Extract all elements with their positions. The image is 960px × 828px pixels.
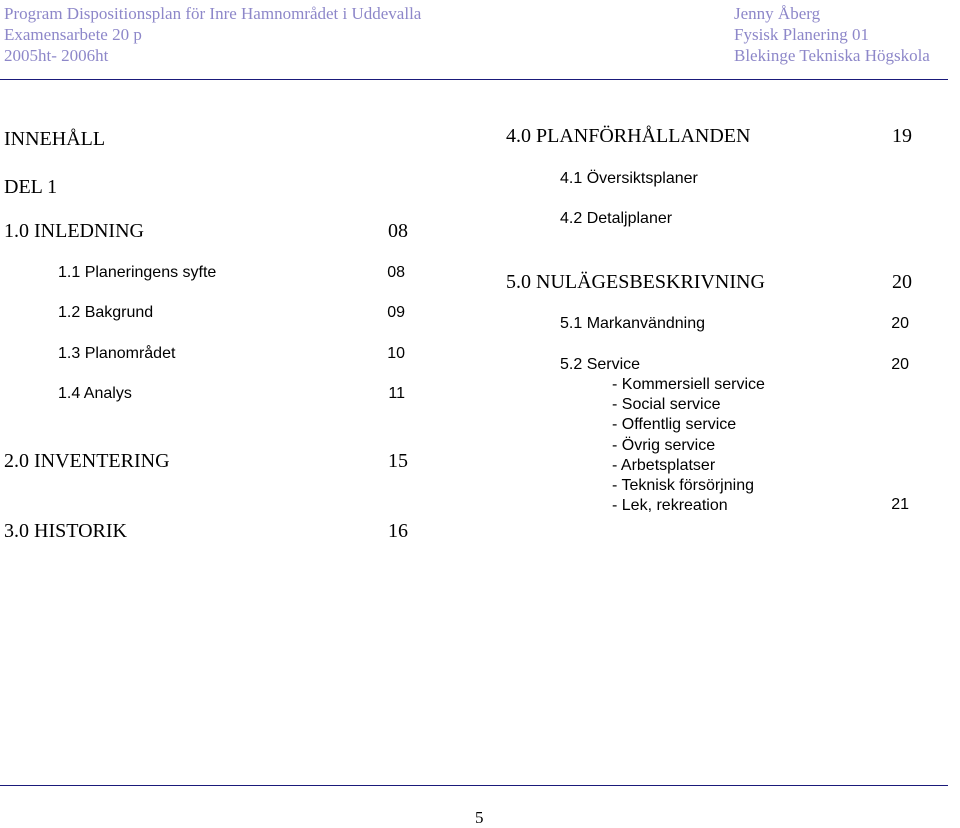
toc-entry-label: 5.1 Markanvändning <box>560 315 705 332</box>
toc-entry-label: 5.0 NULÄGESBESKRIVNING <box>506 271 765 293</box>
toc-entry-page: 20 <box>891 356 909 373</box>
header-term: 2005ht- 2006ht <box>4 46 109 65</box>
toc-entry-page: 15 <box>388 450 408 472</box>
toc-entry-page: 10 <box>387 345 405 362</box>
toc-title: INNEHÅLL <box>4 128 106 150</box>
header-course: Examensarbete 20 p <box>4 25 142 44</box>
toc-entry-page: 16 <box>388 520 408 542</box>
toc-entry-page: 19 <box>892 125 912 147</box>
toc-entry-label: 5.2 Service <box>560 356 641 373</box>
toc-entry-page: 09 <box>387 304 405 321</box>
footer-rule <box>0 785 948 786</box>
toc-entry-label: 2.0 INVENTERING <box>4 450 170 472</box>
service-list <box>612 375 765 516</box>
toc-part: DEL 1 <box>4 176 58 198</box>
toc-entry-page: 21 <box>891 496 909 513</box>
toc-entry-page: 20 <box>892 271 912 293</box>
list-item: - Kommersiell service <box>612 376 765 393</box>
toc-entry-label: 1.4 Analys <box>58 385 132 402</box>
header-school: Blekinge Tekniska Högskola <box>734 46 930 65</box>
header-rule <box>0 79 948 80</box>
toc-entry-label: 4.0 PLANFÖRHÅLLANDEN <box>506 125 751 147</box>
list-item: - Lek, rekreation <box>612 497 728 515</box>
page-number: 5 <box>475 808 484 827</box>
header-program: Fysisk Planering 01 <box>734 25 870 44</box>
list-item: - Övrig service <box>612 436 716 454</box>
header-author: Jenny Åberg <box>734 4 821 23</box>
toc-entry-label: 1.1 Planeringens syfte <box>58 264 217 281</box>
list-item: - Arbetsplatser <box>612 456 716 474</box>
toc-entry-label: 4.2 Detaljplaner <box>560 210 673 227</box>
list-item: - Offentlig service <box>612 416 737 434</box>
toc-entry-label: 3.0 HISTORIK <box>4 520 127 542</box>
toc-entry-page: 11 <box>388 385 405 402</box>
list-item: - Teknisk försörjning <box>612 477 754 495</box>
toc-entry-label: 1.2 Bakgrund <box>58 304 154 321</box>
toc-entry-page: 20 <box>891 315 909 332</box>
list-item: - Social service <box>612 396 721 414</box>
toc-entry-label: 1.0 INLEDNING <box>4 220 144 242</box>
toc-entry-label: 4.1 Översiktsplaner <box>560 170 698 187</box>
toc-entry-label: 1.3 Planområdet <box>58 345 176 362</box>
toc-entry-page: 08 <box>388 220 408 242</box>
toc-entry-page: 08 <box>387 264 405 281</box>
header-program-title: Program Dispositionsplan för Inre Hamnområdet i Uddevalla <box>4 4 422 23</box>
